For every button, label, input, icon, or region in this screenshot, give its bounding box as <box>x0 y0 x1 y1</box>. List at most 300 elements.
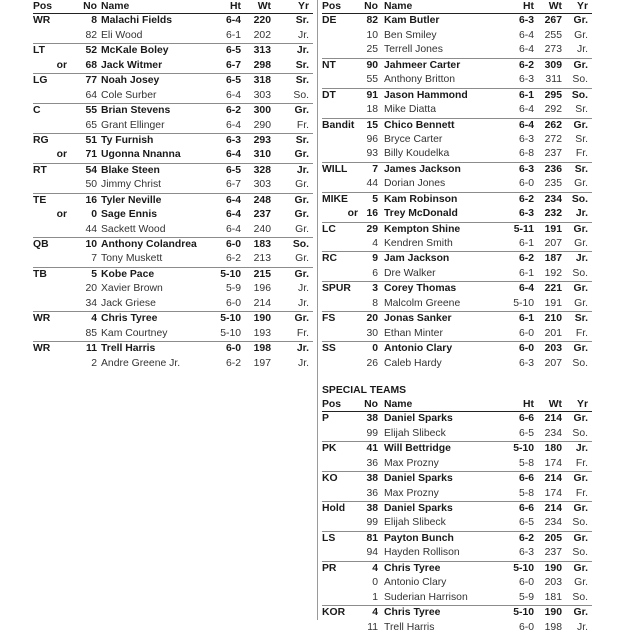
special-teams-header-row <box>322 398 592 412</box>
name-cell: Ty Furnish <box>101 134 154 146</box>
weight-cell: 183 <box>253 239 271 250</box>
player-row <box>33 327 313 341</box>
player-row <box>322 281 592 296</box>
year-cell: Jr. <box>298 357 309 369</box>
position-cell: LT <box>33 45 45 57</box>
number-cell: 25 <box>366 44 378 56</box>
position-cell: P <box>322 413 329 425</box>
name-cell: Malachi Fields <box>101 15 173 27</box>
number-cell: 36 <box>366 457 378 469</box>
player-row <box>322 118 592 133</box>
height-cell: 6-0 <box>518 621 534 633</box>
weight-cell: 298 <box>253 59 271 71</box>
name-cell: Chris Tyree <box>384 562 441 574</box>
name-cell: Antonio Clary <box>384 577 447 589</box>
year-cell: Jr. <box>577 44 588 56</box>
player-row <box>322 297 592 311</box>
height-cell: 6-8 <box>518 148 534 160</box>
weight-cell: 237 <box>544 148 562 160</box>
weight-cell: 236 <box>544 163 562 175</box>
year-cell: Gr. <box>294 313 309 325</box>
player-row <box>322 427 592 441</box>
player-row <box>322 457 592 471</box>
player-row <box>322 357 592 371</box>
year-cell: Sr. <box>295 134 309 146</box>
name-cell: Bryce Carter <box>384 133 443 145</box>
player-row <box>322 561 592 576</box>
height-cell: 6-1 <box>518 238 534 249</box>
height-cell: 6-3 <box>518 74 534 86</box>
weight-cell: 198 <box>544 621 562 633</box>
year-cell: Sr. <box>295 59 309 71</box>
number-cell: 0 <box>372 577 378 589</box>
name-cell: Elijah Slibeck <box>384 517 446 529</box>
height-cell: 6-6 <box>518 413 534 425</box>
height-cell: 6-2 <box>225 105 241 117</box>
player-row <box>322 103 592 117</box>
number-cell: 11 <box>367 621 378 633</box>
weight-cell: 205 <box>544 532 562 544</box>
year-cell: Sr. <box>575 104 588 116</box>
number-cell: 15 <box>366 119 378 131</box>
height-cell: 6-3 <box>518 357 534 369</box>
number-cell: 3 <box>372 283 378 295</box>
player-row <box>322 177 592 191</box>
number-cell: 82 <box>366 15 378 27</box>
position-cell: PK <box>322 443 337 455</box>
name-cell: Jason Hammond <box>384 89 468 101</box>
height-cell: 6-4 <box>225 223 241 235</box>
year-cell: Jr. <box>577 621 588 633</box>
weight-cell: 234 <box>544 427 562 439</box>
height-cell: 6-5 <box>225 75 241 87</box>
player-row <box>322 441 592 456</box>
number-cell: 9 <box>372 253 378 265</box>
year-cell: Jr. <box>575 208 588 220</box>
position-cell: DE <box>322 15 337 27</box>
name-cell: Trell Harris <box>384 621 435 633</box>
number-cell: 38 <box>366 503 378 514</box>
year-cell: Jr. <box>298 283 309 295</box>
name-cell: Xavier Brown <box>101 283 163 295</box>
number-cell: 8 <box>91 15 97 27</box>
position-cell: WR <box>33 313 51 325</box>
player-row <box>33 14 313 28</box>
weight-cell: 210 <box>544 313 562 325</box>
number-cell: 20 <box>85 283 97 295</box>
number-cell: 54 <box>85 164 97 176</box>
weight-cell: 309 <box>544 59 562 71</box>
year-cell: Gr. <box>294 209 309 221</box>
position-cell: Bandit <box>322 119 355 131</box>
number-cell: 34 <box>85 297 97 309</box>
position-cell: QB <box>33 239 49 250</box>
number-cell: 99 <box>366 427 378 439</box>
year-cell: Gr. <box>573 532 588 544</box>
player-row <box>322 207 592 221</box>
position-cell: Hold <box>322 503 346 514</box>
year-cell: Jr. <box>575 443 588 455</box>
name-cell: Ben Smiley <box>384 29 437 41</box>
name-cell: Andre Greene Jr. <box>101 357 181 369</box>
number-cell: 2 <box>91 357 97 369</box>
position-cell: SPUR <box>322 283 351 295</box>
name-cell: Dre Walker <box>384 267 436 279</box>
name-cell: Noah Josey <box>101 75 160 87</box>
year-cell: So. <box>293 89 309 101</box>
year-cell: Gr. <box>574 178 588 190</box>
position-cell: WR <box>33 15 51 27</box>
name-cell: Brian Stevens <box>101 105 171 117</box>
name-cell: Kam Robinson <box>384 193 458 205</box>
number-cell: 64 <box>85 89 97 101</box>
year-cell: Gr. <box>295 223 309 235</box>
year-cell: Gr. <box>574 297 588 309</box>
height-cell: 6-1 <box>518 313 534 325</box>
player-row <box>33 341 313 356</box>
name-cell: Jam Jackson <box>384 253 450 265</box>
year-cell: Gr. <box>573 119 588 131</box>
year-cell: Fr. <box>575 327 588 339</box>
player-row <box>322 311 592 326</box>
weight-cell: 255 <box>544 29 562 41</box>
position-cell: LG <box>33 75 48 87</box>
player-row <box>33 237 313 252</box>
height-cell: 6-0 <box>518 327 534 339</box>
height-cell: 6-0 <box>518 178 534 190</box>
name-cell: Jimmy Christ <box>101 179 162 191</box>
height-cell: 6-4 <box>225 149 241 161</box>
year-cell: Jr. <box>296 45 309 57</box>
number-cell: 96 <box>366 133 378 145</box>
height-cell: 5-10 <box>513 297 534 309</box>
year-cell: Jr. <box>298 297 309 309</box>
name-cell: Tony Muskett <box>101 253 163 265</box>
weight-cell: 237 <box>544 547 562 559</box>
weight-cell: 202 <box>253 29 271 41</box>
year-cell: Gr. <box>573 59 588 71</box>
height-cell: 5-8 <box>518 457 534 469</box>
offense-column <box>33 0 313 371</box>
position-cell: KO <box>322 473 338 485</box>
weight-cell: 214 <box>253 297 271 309</box>
player-row <box>33 178 313 192</box>
year-cell: Sr. <box>575 133 588 145</box>
header-no: No <box>83 1 97 12</box>
number-cell: 4 <box>372 607 378 619</box>
name-cell: Cole Surber <box>101 89 157 101</box>
header-name: Name <box>384 1 413 12</box>
year-cell: Gr. <box>294 149 309 161</box>
height-cell: 6-1 <box>225 29 241 41</box>
weight-cell: 190 <box>544 562 562 574</box>
player-row <box>33 148 313 162</box>
number-cell: 16 <box>85 194 97 206</box>
weight-cell: 300 <box>253 105 271 117</box>
name-cell: Jahmeer Carter <box>384 59 461 71</box>
height-cell: 5-10 <box>513 607 534 619</box>
player-row <box>322 591 592 605</box>
player-row <box>322 147 592 161</box>
number-cell: 94 <box>366 547 378 559</box>
name-cell: Chris Tyree <box>101 313 158 325</box>
weight-cell: 262 <box>544 119 562 131</box>
year-cell: Jr. <box>296 343 309 355</box>
name-cell: Trey McDonald <box>384 208 458 220</box>
height-cell: 6-3 <box>518 133 534 145</box>
year-cell: Jr. <box>296 164 309 176</box>
weight-cell: 214 <box>544 503 562 514</box>
height-cell: 6-2 <box>518 532 534 544</box>
weight-cell: 303 <box>253 89 271 101</box>
player-row <box>322 88 592 103</box>
player-row <box>33 163 313 178</box>
position-cell: SS <box>322 343 336 355</box>
number-cell: 20 <box>366 313 378 325</box>
header-pos: Pos <box>322 1 342 12</box>
weight-cell: 187 <box>544 253 562 265</box>
header-name: Name <box>384 398 413 410</box>
player-row <box>322 133 592 147</box>
height-cell: 5-11 <box>513 223 534 235</box>
player-row <box>33 297 313 311</box>
number-cell: 38 <box>366 473 378 485</box>
position-cell: RT <box>33 164 47 176</box>
player-row <box>322 58 592 73</box>
height-cell: 6-4 <box>518 119 534 131</box>
or-cell: or <box>56 149 67 161</box>
number-cell: 99 <box>366 517 378 529</box>
weight-cell: 235 <box>544 178 562 190</box>
number-cell: 85 <box>85 327 97 339</box>
header-yr: Yr <box>298 1 309 12</box>
weight-cell: 214 <box>544 413 562 425</box>
header-pos: Pos <box>33 1 53 12</box>
name-cell: Malcolm Greene <box>384 297 461 309</box>
height-cell: 6-4 <box>225 209 241 221</box>
height-cell: 5-10 <box>220 327 241 339</box>
number-cell: 10 <box>366 29 378 41</box>
position-cell: C <box>33 105 41 117</box>
weight-cell: 272 <box>544 133 562 145</box>
name-cell: Hayden Rollison <box>384 547 460 559</box>
number-cell: 82 <box>85 29 97 41</box>
player-row <box>322 605 592 620</box>
year-cell: So. <box>572 357 588 369</box>
year-cell: Gr. <box>574 577 588 589</box>
header-wt: Wt <box>548 1 562 12</box>
year-cell: Fr. <box>575 457 588 469</box>
year-cell: Gr. <box>294 268 309 280</box>
height-cell: 6-3 <box>518 15 534 27</box>
defense-column <box>322 0 592 635</box>
position-cell: PR <box>322 562 337 574</box>
height-cell: 5-10 <box>220 268 241 280</box>
height-cell: 6-0 <box>518 577 534 589</box>
player-row <box>322 576 592 590</box>
weight-cell: 180 <box>544 443 562 455</box>
weight-cell: 193 <box>253 327 271 339</box>
name-cell: Jonas Sanker <box>384 313 452 325</box>
year-cell: So. <box>572 591 588 603</box>
number-cell: 7 <box>372 163 378 175</box>
weight-cell: 318 <box>253 75 271 87</box>
name-cell: Tyler Neville <box>101 194 162 206</box>
player-row <box>322 621 592 635</box>
height-cell: 5-10 <box>513 562 534 574</box>
name-cell: Billy Koudelka <box>384 148 450 160</box>
year-cell: Gr. <box>295 253 309 265</box>
position-cell: TB <box>33 268 47 280</box>
weight-cell: 214 <box>544 473 562 485</box>
number-cell: 77 <box>85 75 97 87</box>
name-cell: Will Bettridge <box>384 443 451 455</box>
year-cell: Fr. <box>296 119 309 131</box>
weight-cell: 234 <box>544 193 562 205</box>
weight-cell: 174 <box>544 487 562 499</box>
special-teams-title: SPECIAL TEAMS <box>322 384 407 396</box>
player-row <box>322 43 592 57</box>
weight-cell: 313 <box>253 45 271 57</box>
section-spacer <box>322 371 592 384</box>
year-cell: So. <box>572 517 588 529</box>
offense-header-row <box>33 0 313 14</box>
weight-cell: 191 <box>544 223 562 235</box>
weight-cell: 181 <box>544 591 562 603</box>
weight-cell: 310 <box>253 149 271 161</box>
weight-cell: 221 <box>544 283 562 295</box>
name-cell: James Jackson <box>384 163 461 175</box>
number-cell: 41 <box>366 443 378 455</box>
weight-cell: 207 <box>544 357 562 369</box>
number-cell: 5 <box>91 268 97 280</box>
defense-depth-chart <box>322 14 592 371</box>
name-cell: Terrell Jones <box>384 44 443 56</box>
year-cell: Gr. <box>574 238 588 249</box>
number-cell: 26 <box>366 357 378 369</box>
player-row <box>33 208 313 222</box>
weight-cell: 240 <box>253 223 271 235</box>
number-cell: 38 <box>366 413 378 425</box>
player-row <box>322 501 592 516</box>
height-cell: 6-3 <box>518 547 534 559</box>
height-cell: 6-4 <box>225 119 241 131</box>
player-row <box>33 119 313 133</box>
number-cell: 51 <box>85 134 97 146</box>
height-cell: 6-4 <box>518 44 534 56</box>
height-cell: 6-5 <box>518 517 534 529</box>
height-cell: 6-5 <box>518 427 534 439</box>
number-cell: 29 <box>366 223 378 235</box>
height-cell: 6-6 <box>518 473 534 485</box>
weight-cell: 303 <box>253 179 271 191</box>
number-cell: 55 <box>366 74 378 86</box>
number-cell: 65 <box>85 119 97 131</box>
header-wt: Wt <box>548 398 562 410</box>
height-cell: 6-2 <box>518 59 534 71</box>
height-cell: 5-10 <box>513 443 534 455</box>
weight-cell: 207 <box>544 238 562 249</box>
height-cell: 6-0 <box>225 343 241 355</box>
name-cell: Grant Ellinger <box>101 119 165 131</box>
weight-cell: 273 <box>544 44 562 56</box>
name-cell: Suderian Harrison <box>384 591 468 603</box>
year-cell: Fr. <box>296 327 309 339</box>
offense-depth-chart <box>33 14 313 371</box>
weight-cell: 293 <box>253 134 271 146</box>
position-cell: NT <box>322 59 336 71</box>
name-cell: Jack Witmer <box>101 59 163 71</box>
name-cell: Jack Griese <box>101 297 156 309</box>
number-cell: 36 <box>366 487 378 499</box>
number-cell: 18 <box>366 104 378 116</box>
number-cell: 11 <box>86 343 97 355</box>
weight-cell: 234 <box>544 517 562 529</box>
height-cell: 6-1 <box>518 89 534 101</box>
position-cell: RG <box>33 134 49 146</box>
height-cell: 5-10 <box>220 313 241 325</box>
weight-cell: 292 <box>544 104 562 116</box>
weight-cell: 248 <box>253 194 271 206</box>
header-ht: Ht <box>230 1 241 12</box>
name-cell: Antonio Clary <box>384 343 453 355</box>
player-row <box>322 471 592 486</box>
year-cell: Jr. <box>575 253 588 265</box>
weight-cell: 198 <box>253 343 271 355</box>
player-row <box>322 516 592 530</box>
name-cell: Kam Butler <box>384 15 440 27</box>
year-cell: So. <box>572 267 588 279</box>
year-cell: Gr. <box>573 562 588 574</box>
number-cell: 44 <box>85 223 97 235</box>
year-cell: So. <box>572 427 588 439</box>
weight-cell: 213 <box>253 253 271 265</box>
year-cell: So. <box>572 74 588 86</box>
height-cell: 6-4 <box>518 104 534 116</box>
player-row <box>33 193 313 208</box>
number-cell: 81 <box>366 532 378 544</box>
name-cell: Daniel Sparks <box>384 473 453 485</box>
player-row <box>322 222 592 237</box>
height-cell: 6-3 <box>518 163 534 175</box>
player-row <box>33 59 313 73</box>
weight-cell: 232 <box>544 208 562 220</box>
number-cell: 1 <box>372 591 378 603</box>
position-cell: WR <box>33 343 51 355</box>
year-cell: Sr. <box>574 313 588 325</box>
height-cell: 6-1 <box>518 267 534 279</box>
name-cell: Daniel Sparks <box>384 503 453 514</box>
player-row <box>33 282 313 296</box>
or-cell: or <box>347 208 358 220</box>
weight-cell: 190 <box>544 607 562 619</box>
header-ht: Ht <box>523 1 534 12</box>
name-cell: Max Prozny <box>384 457 439 469</box>
height-cell: 6-2 <box>225 357 241 369</box>
height-cell: 5-9 <box>518 591 534 603</box>
number-cell: 4 <box>372 562 378 574</box>
player-row <box>33 311 313 326</box>
year-cell: Sr. <box>295 15 309 27</box>
header-wt: Wt <box>257 1 271 12</box>
name-cell: Kobe Pace <box>101 268 155 280</box>
name-cell: Kendren Smith <box>384 238 453 249</box>
year-cell: Gr. <box>573 473 588 485</box>
header-name: Name <box>101 1 130 12</box>
player-row <box>322 73 592 87</box>
name-cell: Chico Bennett <box>384 119 455 131</box>
number-cell: 8 <box>372 297 378 309</box>
